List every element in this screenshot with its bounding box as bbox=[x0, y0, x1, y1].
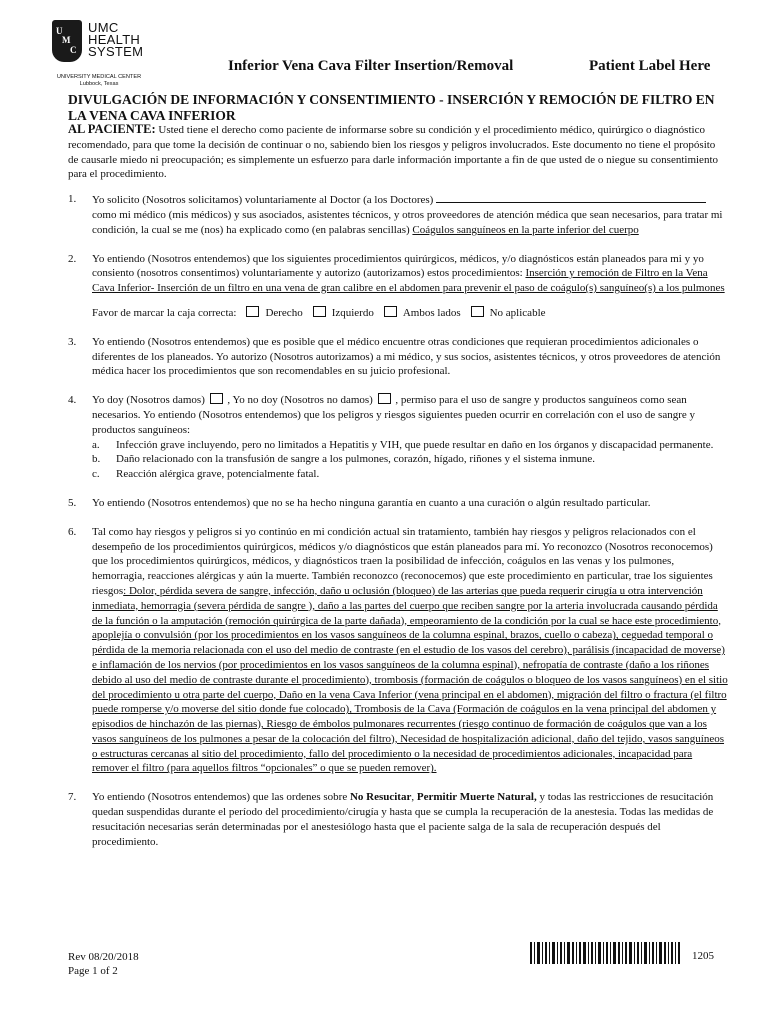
form-number: 1205 bbox=[692, 950, 714, 962]
condition-text: Coágulos sanguíneos en la parte inferior del cuerpo bbox=[412, 223, 639, 236]
checkbox-izquierdo[interactable] bbox=[313, 306, 326, 317]
page-number: Page 1 of 2 bbox=[68, 965, 118, 977]
list-item-4: 4. Yo doy (Nosotros damos) , Yo no doy (Nosotros no damos) , permiso para el uso de sangre y productos sanguíneos como sean necesarios. Yo entiendo (Nosotros entendemos) que los peligros y riesgos siguientes pueden ocurrir en correlación con el uso de sangre y productos sanguíneos: a. Infección grave incluyendo, pero no limitados a Hepatitis y VIH, que puede resultar en daño en los órganos y discapacidad permanente. b. Daño relacionado con la transfusión de sangre a los pulmones, corazón, hígado, riñones y el sistema inmune. c. Reacción alérgica grave, potencialmente fatal. bbox=[68, 393, 728, 482]
list-item-7: 7. Yo entiendo (Nosotros entendemos) que las ordenes sobre No Resucitar, Permitir Muerte Natural, y todas las restricciones de resucitación quedan suspendidas durante el período del procedimiento/cirugía y hasta que se cumpla la recuperación de la anestesia. Todas las medidas de resucitación necesarias serán determinadas por el anestesiólogo hasta que el paciente salga de la sala de recuperación después del procedimiento. bbox=[68, 791, 714, 848]
list-item-6: 6. Tal como hay riesgos y peligros si yo continúo en mi condición actual sin tratamiento, también hay riesgos y peligros relacionados con el desempeño de los procedimientos quirúrgicos, médicos y/o diagnósticos que están planeados para mí. Yo reconozco (Nosotros reconocemos) que los procedimientos quirúrgicos, médicos, y diagnósticos traen la posibilidad de infección, coágulos en las venas y los pulmones, hemorragia, reacciones alérgicas y aún la muerte. También reconozco (reconocemos) que este procedimiento en particular, trae los siguientes riesgos: Dolor, pérdida severa de sangre, infección, daño u oclusión (bloqueo) de las arterias que pueda requerir cirugía u otra intervención inmediata, hemorragia (severa pérdida de sangre ), daño a las partes del cuerpo que reciben sangre por la arteria involucrada causando pérdida de la función o la amputación (remoción quirúrgica de la parte dañada), empeoramiento de la condición por la cual se hace este procedimiento, apoplejía o convulsión (por los procedimientos en los vasos sanguíneos de la columna espinal, brazos, cuello o cabeza), ceguedad temporal o pérdida de la memoria relacionada con el uso del medio de contraste (en el estudio de los vasos del cerebro), parálisis (incapacidad de moverse) e inflamación de los nervios (por procedimientos en los vasos sanguíneos de la columna espinal), nefropatía de contraste (daño a los riñones debido al uso del medio de contraste durante el procedimiento), trombosis (formación de coágulos o bloqueo de los vasos sanguíneos) en el sitio del procedimiento u otra parte del cuerpo, Daño en la vena Cava Inferior (vena principal en el abdomen), migración del filtro o fractura (el filtro puede romperse y/o moverse del sitio donde fue colocado), Trombosis de la Cava (Formación de coágulos en la vena principal del abdomen y episodios de hinchazón de las piernas), Riesgo de émbolos pulmonares recurrentes (riesgo continuo de formación de coágulos que van a los vasos sanguíneos de los pulmones a pesar de la colocación del filtro), Necesidad de hospitalización adicional, daño del tejido, vasos sanguíneos o estructuras cercanas al sitio del procedimiento, fallo del procedimiento o la necesidad de procedimientos adicionales, incapacidad para remover el filtro (para aquellos filtros “opcionales” o que se pueden remover). bbox=[68, 525, 728, 775]
barcode-icon bbox=[530, 942, 680, 964]
procedure-text: Inserción y remoción de Filtro en la Vena Cava Inferior- Inserción de un filtro en una vena de gran calibre en el abdomen para prevenir el paso de coágulo(s) sanguíneo(s) a los pulmones bbox=[92, 267, 725, 295]
checkbox-no-doy[interactable] bbox=[378, 393, 391, 404]
document-heading: DIVULGACIÓN DE INFORMACIÓN Y CONSENTIMIENTO - INSERCIÓN Y REMOCIÓN DE FILTRO EN LA VENA CAVA INFERIOR bbox=[68, 92, 715, 123]
checkbox-no-aplicable[interactable] bbox=[471, 306, 484, 317]
form-body bbox=[68, 122, 728, 863]
list-item-1: 1. Yo solicito (Nosotros solicitamos) voluntariamente al Doctor (a los Doctores) como mi médico (mis médicos) y sus asociados, asistentes técnicos, y otros proveedores de atención médica que sean necesarios, para tratar mi condición, la cual se me (nos) ha explicado como (en palabras sencillas) Coágulos sanguíneos en la parte inferior del cuerpo bbox=[68, 193, 723, 236]
risk-a: a. Infección grave incluyendo, pero no limitados a Hepatitis y VIH, que puede resultar en daño en los órganos y discapacidad permanente. bbox=[92, 438, 714, 451]
logo-subtitle: UNIVERSITY MEDICAL CENTER Lubbock, Texas bbox=[56, 74, 142, 87]
procedure-risks-text: : Dolor, pérdida severa de sangre, infección, daño u oclusión (bloqueo) de las arterias que pueda requerir cirugía u otra intervención inmediata, hemorragia (severa pérdida de sangre ), daño a las partes del cuerpo que reciben sangre por la arteria involucrada causando pérdida de la función o la amputación (remoción quirúrgica de la parte dañada), empeoramiento de la condición por la cual se hace este procedimiento, apoplejía o convulsión (por los procedimientos en los vasos sanguíneos de la columna espinal, brazos, cuello o cabeza), ceguedad temporal o pérdida de la memoria relacionada con el uso del medio de contraste (en el estudio de los vasos del cerebro), parálisis (incapacidad de moverse) e inflamación de los nervios (por procedimientos en los vasos sanguíneos de la columna espinal), nefropatía de contraste (daño a los riñones debido al uso del medio de contraste durante el procedimiento), trombosis (formación de coágulos o bloqueo de los vasos sanguíneos) en el sitio del procedimiento u otra parte del cuerpo, Daño en la vena Cava Inferior (vena principal en el abdomen), migración del filtro o fractura (el filtro puede romperse y/o moverse del sitio donde fue colocado), Trombosis de la Cava (Formación de coágulos en la vena principal del abdomen y episodios de hinchazón de las piernas), Riesgo de émbolos pulmonares recurrentes (riesgo continuo de formación de coágulos que van a los vasos sanguíneos de los pulmones a pesar de la colocación del filtro), Necesidad de hospitalización adicional, daño del tejido, vasos sanguíneos o estructuras cercanas al sitio del procedimiento, fallo del procedimiento o la necesidad de procedimientos adicionales, incapacidad para remover el filtro (para aquellos filtros “opcionales” o que se pueden remover). bbox=[92, 584, 728, 775]
list-item-3: 3. Yo entiendo (Nosotros entendemos) que es posible que el médico encuentre otras condiciones que requieran procedimientos adicionales o diferentes de los planeados. Yo autorizo (Nosotros autorizamos) a mi médico, y sus socios, asistentes técnicos, y otros proveedores de atención médica hacer los procedimientos que son recomendables en su juicio profesional. bbox=[68, 335, 721, 378]
doctor-name-field[interactable] bbox=[436, 192, 706, 203]
checkbox-ambos-lados[interactable] bbox=[384, 306, 397, 317]
shield-icon: U M C bbox=[52, 20, 82, 62]
patient-label-area: Patient Label Here bbox=[589, 58, 711, 74]
checkbox-doy[interactable] bbox=[210, 393, 223, 404]
checkbox-derecho[interactable] bbox=[246, 306, 259, 317]
intro-paragraph: AL PACIENTE: Usted tiene el derecho como paciente de informarse sobre su condición y el procedimiento médico, quirúrgico o diagnóstico recomendado, para que tome la decisión de continuar o no, sabiendo bien los riesgos y peligros involucrados. Este documento no tiene el propósito de causarle miedo ni preocupación; es simplemente un esfuerzo para darle información importante a fin de que usted de o niegue su consentimiento para el procedimiento. bbox=[68, 122, 718, 181]
form-title: Inferior Vena Cava Filter Insertion/Removal bbox=[228, 58, 514, 74]
logo-wordmark: UMC HEALTH SYSTEM bbox=[88, 20, 144, 59]
umc-logo bbox=[50, 20, 170, 98]
revision-date: Rev 08/20/2018 bbox=[68, 951, 139, 963]
list-item-2: 2. Yo entiendo (Nosotros entendemos) que los siguientes procedimientos quirúrgicos, médicos, y/o diagnósticos están planeados para mi y yo consiento (nosotros consentimos) voluntariamente y autorizo (autorizamos) estos procedimientos: Inserción y remoción de Filtro en la Vena Cava Inferior- Inserción de un filtro en una vena de gran calibre en el abdomen para prevenir el paso de coágulo(s) sanguíneo(s) a los pulmones Favor de marcar la caja correcta: Derecho Izquierdo Ambos lados No aplicable bbox=[68, 252, 728, 321]
risk-c: c. Reacción alérgica grave, potencialmente fatal. bbox=[92, 468, 320, 481]
risk-b: b. Daño relacionado con la transfusión de sangre a los pulmones, corazón, hígado, riñones y el sistema inmune. bbox=[92, 453, 595, 466]
side-selection: Favor de marcar la caja correcta: Derecho Izquierdo Ambos lados No aplicable bbox=[92, 306, 546, 319]
footer-info bbox=[68, 950, 139, 978]
list-item-5: 5. Yo entiendo (Nosotros entendemos) que no se ha hecho ninguna garantía en cuanto a una curación o algún resultado particular. bbox=[68, 496, 651, 509]
